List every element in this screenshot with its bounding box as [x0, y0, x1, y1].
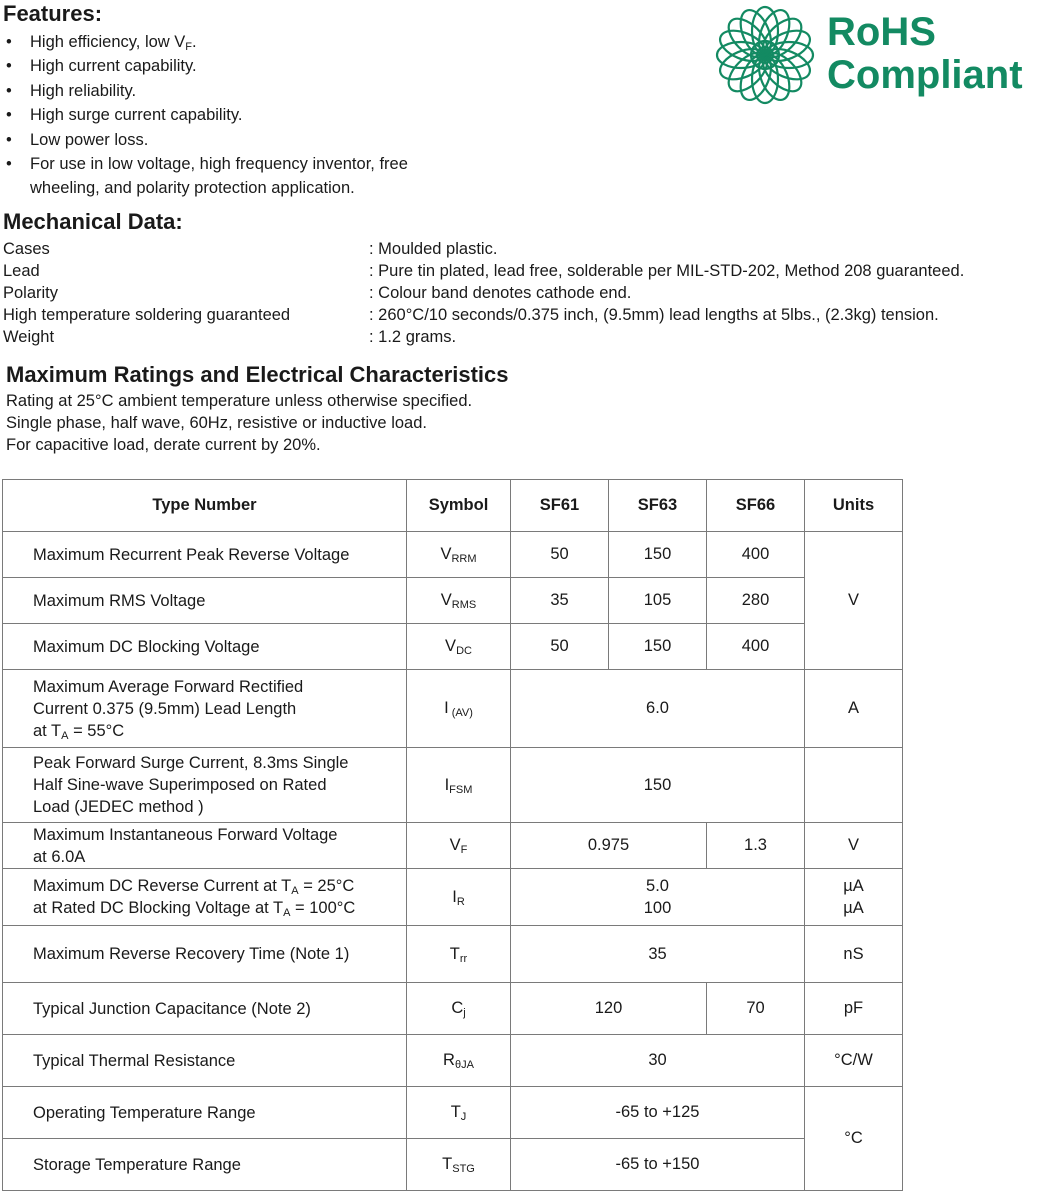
bullet-icon: •	[6, 57, 12, 76]
desc-part: at T	[33, 721, 62, 740]
unit-line: µA	[843, 899, 864, 917]
mech-value: : 1.2 grams.	[369, 328, 457, 346]
unit: °C/W	[805, 1035, 903, 1087]
features-section	[3, 2, 470, 201]
symbol-main: V	[445, 637, 457, 655]
feature-text: Low power loss.	[30, 130, 149, 149]
unit: V	[805, 532, 903, 670]
symbol-main: T	[449, 944, 460, 963]
feature-item	[3, 30, 470, 54]
header-sf61: SF61	[511, 480, 609, 532]
bullet-icon: •	[6, 81, 12, 100]
feature-item	[3, 103, 470, 127]
symbol-sub: j	[463, 1007, 466, 1019]
param-symbol	[407, 869, 511, 926]
value-sf63: 150	[609, 532, 707, 578]
desc-part: at Rated DC Blocking Voltage at T	[33, 899, 284, 917]
param-symbol	[407, 578, 511, 624]
desc-part: Maximum DC Reverse Current at T	[33, 877, 292, 895]
table-row	[3, 869, 903, 926]
desc-line: Current 0.375 (9.5mm) Lead Length	[33, 699, 297, 718]
symbol-main: V	[449, 836, 461, 854]
param-symbol	[407, 1035, 511, 1087]
symbol-sub: RMS	[451, 599, 477, 611]
rohs-line1: RoHS	[827, 10, 936, 54]
value-all: -65 to +125	[511, 1087, 805, 1139]
bullet-icon: •	[6, 155, 12, 174]
value-sf61: 50	[511, 624, 609, 670]
table-row	[3, 1087, 903, 1139]
ratings-note: For capacitive load, derate current by 20%.	[6, 436, 321, 454]
value-sf61-sf63: 120	[511, 983, 707, 1035]
table-row	[3, 1035, 903, 1087]
desc-line: Load (JEDEC method )	[33, 798, 204, 816]
param-symbol	[407, 823, 511, 869]
mech-key: Weight	[3, 328, 55, 346]
param-symbol	[407, 670, 511, 748]
table-row	[3, 670, 903, 748]
param-symbol	[407, 926, 511, 983]
mech-row	[3, 326, 964, 348]
feature-text: High reliability.	[30, 81, 137, 100]
param-desc	[3, 823, 407, 869]
table-header-row	[3, 480, 903, 532]
param-symbol	[407, 748, 511, 823]
ratings-table	[2, 479, 903, 1191]
table-row	[3, 532, 903, 578]
value-sf66: 400	[707, 624, 805, 670]
unit: nS	[805, 926, 903, 983]
symbol-sub: STG	[452, 1163, 475, 1175]
header-type-number: Type Number	[3, 480, 407, 532]
ratings-note: Single phase, half wave, 60Hz, resistive or inductive load.	[6, 414, 427, 432]
mech-row	[3, 304, 964, 326]
features-title: Features:	[3, 1, 103, 26]
header-units: Units	[805, 480, 903, 532]
desc-sub: A	[61, 729, 69, 742]
rohs-badge	[715, 5, 1038, 105]
ratings-note: Rating at 25°C ambient temperature unless otherwise specified.	[6, 392, 473, 410]
rohs-text	[827, 11, 1023, 97]
table-row	[3, 748, 903, 823]
mech-row	[3, 260, 964, 282]
feature-text: High current capability.	[30, 57, 197, 76]
value-line: 5.0	[646, 877, 669, 895]
ratings-section	[6, 363, 509, 456]
mech-row	[3, 282, 964, 304]
unit: V	[805, 823, 903, 869]
features-list	[3, 30, 470, 201]
mech-value: : Moulded plastic.	[369, 240, 498, 258]
mechanical-table	[3, 238, 964, 348]
param-symbol	[407, 624, 511, 670]
feature-text: High efficiency, low V	[30, 33, 186, 51]
symbol-main: I	[444, 775, 450, 794]
table-row	[3, 624, 903, 670]
unit	[805, 748, 903, 823]
value-all: -65 to +150	[511, 1139, 805, 1191]
desc-line: Half Sine-wave Superimposed on Rated	[33, 776, 327, 794]
mech-key: Cases	[3, 240, 50, 258]
value-sf66: 400	[707, 532, 805, 578]
param-desc: Operating Temperature Range	[3, 1087, 407, 1139]
mech-key: Polarity	[3, 284, 59, 302]
unit: pF	[805, 983, 903, 1035]
param-desc: Typical Junction Capacitance (Note 2)	[3, 983, 407, 1035]
desc-line: Maximum Average Forward Rectified	[33, 677, 304, 696]
param-desc: Maximum Recurrent Peak Reverse Voltage	[3, 532, 407, 578]
symbol-main: C	[451, 999, 464, 1017]
rohs-line2: Compliant	[827, 53, 1023, 97]
mech-value: : 260°C/10 seconds/0.375 inch, (9.5mm) lead lengths at 5lbs., (2.3kg) tension.	[369, 306, 939, 324]
unit: °C	[805, 1087, 903, 1191]
value-sf61: 50	[511, 532, 609, 578]
param-desc	[3, 748, 407, 823]
symbol-sub: J	[460, 1111, 467, 1123]
symbol-main: I	[444, 699, 449, 717]
symbol-main: T	[442, 1155, 453, 1173]
desc-sub: A	[291, 885, 299, 897]
desc-sub: A	[283, 907, 291, 919]
value-all: 35	[511, 926, 805, 983]
table-row	[3, 983, 903, 1035]
desc-part: = 100°C	[290, 899, 356, 917]
param-desc: Storage Temperature Range	[3, 1139, 407, 1191]
symbol-sub: (AV)	[448, 707, 473, 719]
param-desc: Maximum Reverse Recovery Time (Note 1)	[3, 926, 407, 983]
mech-row	[3, 238, 964, 260]
param-desc	[3, 670, 407, 748]
value-sf66: 280	[707, 578, 805, 624]
desc-line	[33, 897, 406, 919]
symbol-main: T	[450, 1103, 461, 1121]
table-row	[3, 823, 903, 869]
value-sf66: 1.3	[707, 823, 805, 869]
unit	[805, 869, 903, 926]
param-desc: Maximum DC Blocking Voltage	[3, 624, 407, 670]
feature-text: High surge current capability.	[30, 106, 243, 125]
header-sf66: SF66	[707, 480, 805, 532]
feature-item	[3, 128, 470, 152]
unit: A	[805, 670, 903, 748]
mech-key: Lead	[3, 262, 40, 280]
header-sf63: SF63	[609, 480, 707, 532]
unit-line: µA	[843, 877, 864, 895]
param-desc: Maximum RMS Voltage	[3, 578, 407, 624]
value-sf66: 70	[707, 983, 805, 1035]
value-sf61-sf63: 0.975	[511, 823, 707, 869]
feature-item	[3, 54, 470, 78]
feature-sub: F	[185, 41, 193, 53]
desc-line	[33, 875, 406, 897]
mechanical-title: Mechanical Data:	[3, 209, 183, 234]
bullet-icon: •	[6, 106, 12, 125]
value-line: 100	[643, 899, 672, 917]
desc-line	[33, 720, 406, 742]
param-symbol	[407, 532, 511, 578]
symbol-sub: DC	[456, 645, 472, 657]
symbol-main: V	[440, 591, 452, 609]
table-row	[3, 578, 903, 624]
symbol-main: V	[440, 545, 452, 563]
desc-part: = 25°C	[298, 877, 355, 895]
feature-item	[3, 152, 460, 201]
desc-line: at 6.0A	[33, 847, 86, 866]
symbol-sub: R	[456, 895, 465, 908]
rohs-rosette-icon	[715, 5, 815, 105]
symbol-sub: F	[460, 844, 468, 856]
value-sf63: 150	[609, 624, 707, 670]
bullet-icon: •	[6, 33, 12, 51]
param-symbol	[407, 983, 511, 1035]
symbol-sub: RRM	[451, 553, 477, 565]
table-row	[3, 926, 903, 983]
param-symbol	[407, 1139, 511, 1191]
feature-text: For use in low voltage, high frequency inventor, free wheeling, and polarity protection application.	[30, 155, 408, 198]
param-desc: Typical Thermal Resistance	[3, 1035, 407, 1087]
param-desc	[3, 869, 407, 926]
value-sf61: 35	[511, 578, 609, 624]
bullet-icon: •	[6, 130, 12, 149]
symbol-sub: θJA	[454, 1059, 474, 1071]
symbol-sub: FSM	[449, 783, 473, 796]
symbol-main: I	[452, 887, 457, 906]
feature-item	[3, 79, 470, 103]
mechanical-data-section	[3, 210, 964, 348]
desc-line: Maximum Instantaneous Forward Voltage	[33, 825, 338, 844]
value-sf63: 105	[609, 578, 707, 624]
feature-suffix: .	[192, 33, 197, 51]
param-symbol	[407, 1087, 511, 1139]
desc-line: Peak Forward Surge Current, 8.3ms Single	[33, 754, 349, 772]
ratings-title: Maximum Ratings and Electrical Characteristics	[6, 362, 509, 387]
mech-value: : Colour band denotes cathode end.	[369, 284, 632, 302]
desc-part: = 55°C	[68, 721, 125, 740]
header-symbol: Symbol	[407, 480, 511, 532]
symbol-sub: rr	[459, 952, 468, 965]
value-all: 6.0	[511, 670, 805, 748]
mech-key: High temperature soldering guaranteed	[3, 306, 291, 324]
mech-value: : Pure tin plated, lead free, solderable per MIL-STD-202, Method 208 guaranteed.	[369, 262, 965, 280]
value-all: 30	[511, 1035, 805, 1087]
value-all	[511, 869, 805, 926]
value-all: 150	[511, 748, 805, 823]
symbol-main: R	[443, 1051, 455, 1069]
table-row	[3, 1139, 903, 1191]
